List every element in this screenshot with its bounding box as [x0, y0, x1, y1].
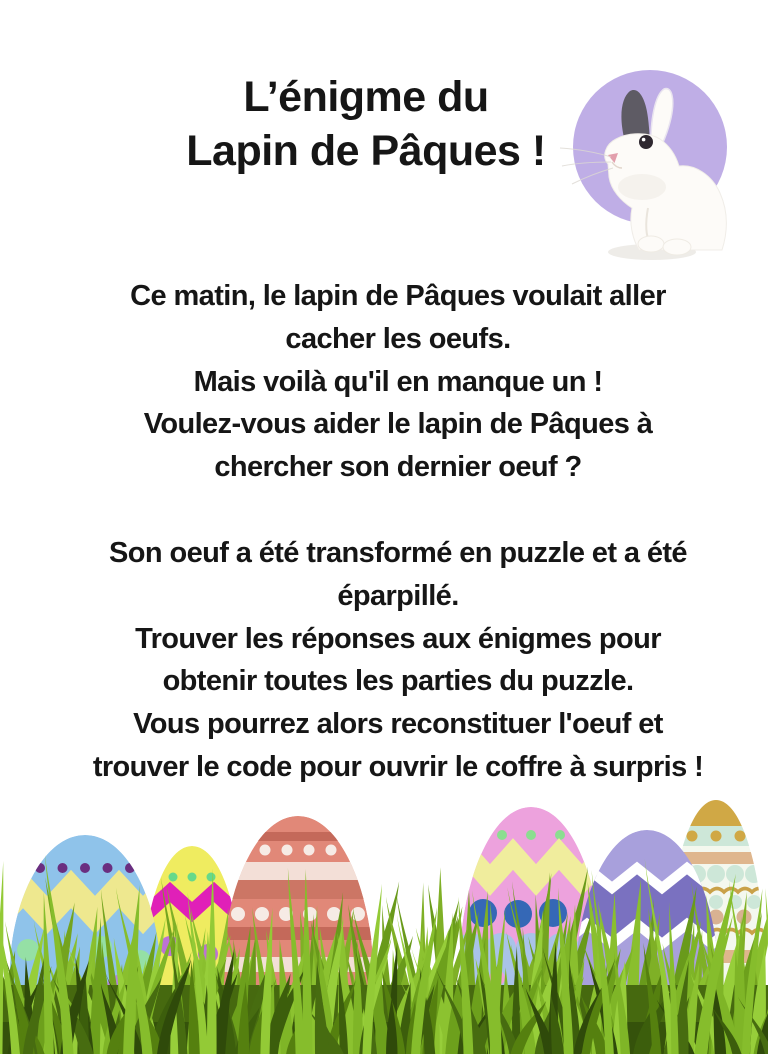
egg-dot [207, 873, 216, 882]
egg-dot [35, 863, 45, 873]
easter-eggs-grass-illustration [0, 788, 768, 1054]
text-line: Voulez-vous aider le lapin de Pâques à [143, 408, 653, 441]
egg-dot [169, 873, 178, 882]
egg-dot [711, 831, 722, 842]
egg-dot [188, 873, 197, 882]
text-line: Mais voilà qu'il en manque un ! [193, 365, 603, 398]
rabbit-eye [639, 135, 653, 149]
egg-dot [469, 899, 497, 927]
egg-dot [747, 895, 761, 909]
instructions-paragraph [28, 532, 768, 789]
egg-dot [468, 830, 478, 840]
body-text [28, 275, 768, 789]
egg-dot [709, 895, 723, 909]
text-line: éparpillé. [337, 579, 459, 612]
egg-dot [745, 865, 763, 883]
egg-dot [125, 863, 135, 873]
egg-dot [707, 865, 725, 883]
egg-dot [231, 907, 245, 921]
text-line: obtenir toutes les parties du puzzle. [162, 665, 634, 698]
egg-dot [260, 845, 271, 856]
egg-dot [150, 873, 159, 882]
text-line: cacher les oeufs. [285, 322, 511, 355]
egg-dot [584, 830, 594, 840]
title-line: L’énigme du [243, 73, 489, 121]
egg-dot [58, 863, 68, 873]
egg-dot [687, 831, 698, 842]
rabbit-paw [638, 236, 664, 252]
text-line: Vous pourrez alors reconstituer l'oeuf et [133, 708, 663, 741]
text-line: trouver le code pour ouvrir le coffre à surpris ! [92, 750, 704, 783]
egg-dot [304, 845, 315, 856]
intro-paragraph [28, 275, 768, 489]
egg-dot [103, 863, 113, 873]
egg-stripe [620, 795, 768, 826]
title-line: Lapin de Pâques ! [186, 127, 546, 175]
egg-dot [555, 830, 565, 840]
rabbit-photo [553, 58, 757, 266]
egg-dot [226, 873, 235, 882]
text-line: Ce matin, le lapin de Pâques voulait aller [130, 280, 666, 312]
egg-dot [282, 845, 293, 856]
egg-dot [80, 863, 90, 873]
text-line: chercher son dernier oeuf ? [214, 451, 582, 484]
rabbit-paw [663, 239, 691, 255]
egg-dot [238, 845, 249, 856]
egg-dot [497, 830, 507, 840]
egg-dot [526, 830, 536, 840]
egg-dot [326, 845, 337, 856]
egg-dot [255, 907, 269, 921]
text-line: Son oeuf a été transformé en puzzle et a été [109, 536, 687, 569]
rabbit-eye-highlight [642, 138, 646, 142]
egg-stripe [148, 832, 448, 841]
text-line: Trouver les réponses aux énigmes pour [135, 622, 661, 655]
egg-dot [735, 831, 746, 842]
egg-dot [348, 845, 359, 856]
rabbit-chin-shading [618, 174, 666, 200]
